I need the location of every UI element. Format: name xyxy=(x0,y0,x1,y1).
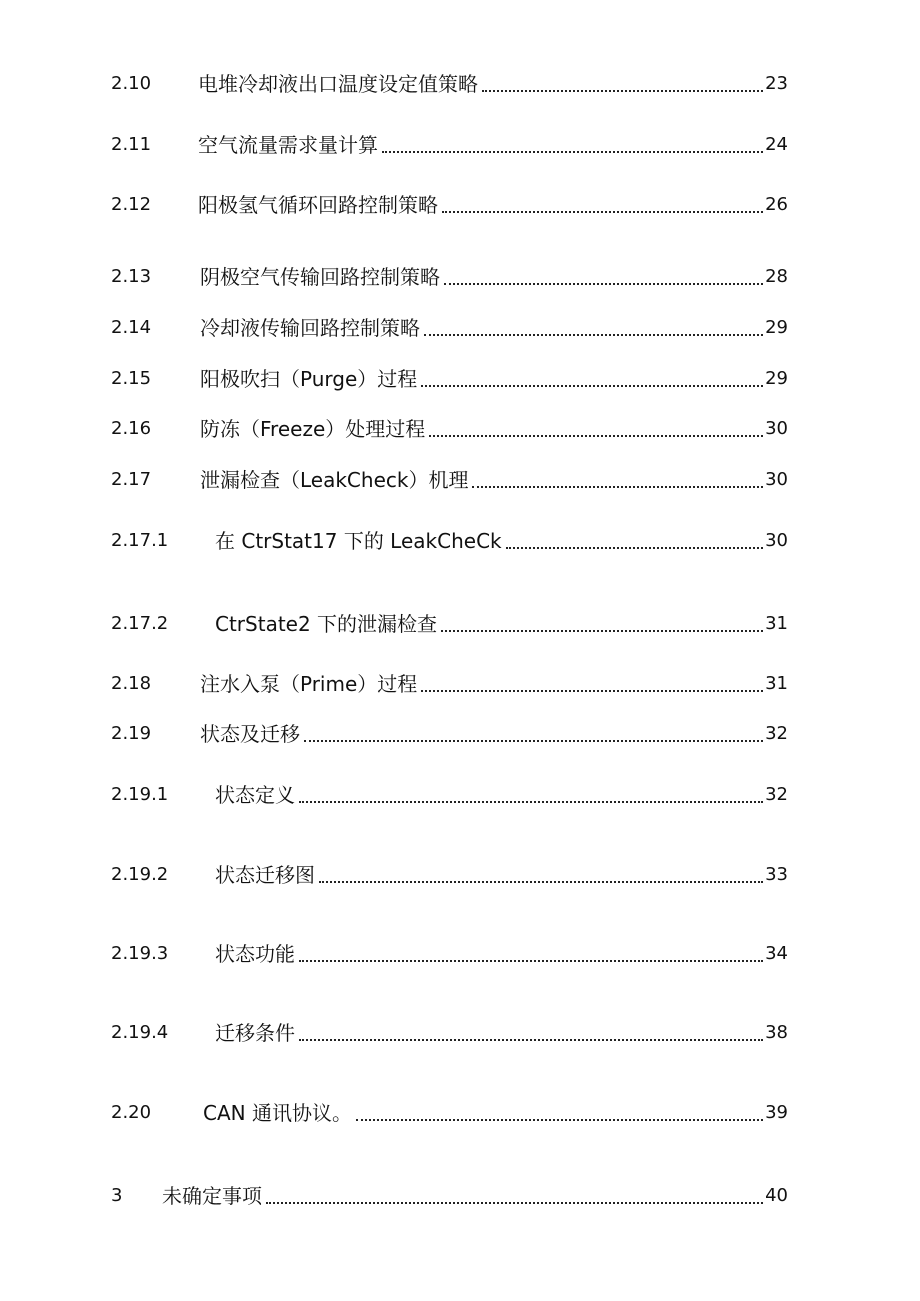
toc-entry-page: 29 xyxy=(765,368,788,389)
toc-entry-line xyxy=(200,314,788,342)
toc-entry-2-19-2[interactable] xyxy=(0,861,920,889)
toc-entry-number: 2.19.2 xyxy=(111,864,169,885)
toc-entry-line xyxy=(198,70,788,98)
toc-entry-2-19[interactable] xyxy=(0,720,920,748)
dot-leader xyxy=(506,547,763,549)
toc-entry-line xyxy=(200,263,788,291)
toc-entry-number: 2.11 xyxy=(111,134,152,155)
toc-entry-page: 32 xyxy=(765,723,788,744)
toc-entry-2-18[interactable] xyxy=(0,670,920,698)
dot-leader xyxy=(356,1119,763,1121)
toc-entry-line xyxy=(198,131,788,159)
toc-entry-title: 阳极氢气循环回路控制策略 xyxy=(198,193,438,217)
toc-entry-line xyxy=(215,781,788,809)
toc-entry-line xyxy=(203,1099,788,1127)
toc-entry-title: 防冻（Freeze）处理过程 xyxy=(200,417,426,441)
toc-entry-title: 未确定事项 xyxy=(162,1184,262,1208)
toc-entry-title: 电堆冷却液出口温度设定值策略 xyxy=(198,72,478,96)
toc-entry-2-17[interactable] xyxy=(0,466,920,494)
toc-entry-page: 29 xyxy=(765,317,788,338)
dot-leader xyxy=(299,1039,763,1041)
toc-entry-2-11[interactable] xyxy=(0,131,920,159)
toc-entry-line xyxy=(162,1182,788,1210)
dot-leader xyxy=(444,283,763,285)
toc-entry-page: 39 xyxy=(765,1102,788,1123)
toc-entry-number: 2.19.3 xyxy=(111,943,169,964)
dot-leader xyxy=(482,90,763,92)
toc-entry-line xyxy=(198,191,788,219)
toc-entry-line xyxy=(215,861,788,889)
toc-entry-number: 2.18 xyxy=(111,673,152,694)
toc-entry-line xyxy=(200,466,788,494)
toc-entry-page: 34 xyxy=(765,943,788,964)
toc-entry-title: 状态功能 xyxy=(215,942,295,966)
dot-leader xyxy=(304,740,763,742)
toc-entry-page: 32 xyxy=(765,784,788,805)
toc-entry-title: 状态定义 xyxy=(215,783,295,807)
toc-entry-number: 2.15 xyxy=(111,368,152,389)
toc-entry-line xyxy=(215,527,788,555)
toc-entry-line xyxy=(215,610,788,638)
toc-entry-line xyxy=(215,1019,788,1047)
toc-entry-2-14[interactable] xyxy=(0,314,920,342)
toc-entry-title: 空气流量需求量计算 xyxy=(198,133,378,157)
toc-entry-page: 31 xyxy=(765,673,788,694)
toc-entry-number: 2.19 xyxy=(111,723,152,744)
dot-leader xyxy=(429,435,763,437)
toc-entry-line xyxy=(200,365,788,393)
toc-entry-number: 2.17.1 xyxy=(111,530,169,551)
toc-entry-title: CtrState2 下的泄漏检查 xyxy=(215,612,438,636)
toc-entry-line xyxy=(215,940,788,968)
toc-entry-page: 40 xyxy=(765,1185,788,1206)
dot-leader xyxy=(319,881,763,883)
toc-entry-number: 2.19.4 xyxy=(111,1022,169,1043)
toc-entry-title: 阴极空气传输回路控制策略 xyxy=(200,265,440,289)
toc-entry-page: 28 xyxy=(765,266,788,287)
toc-entry-title: CAN 通讯协议。 xyxy=(203,1101,352,1125)
dot-leader xyxy=(421,385,763,387)
dot-leader xyxy=(421,690,763,692)
dot-leader xyxy=(424,334,763,336)
toc-entry-title: 阳极吹扫（Purge）过程 xyxy=(200,367,418,391)
toc-entry-line xyxy=(200,670,788,698)
dot-leader xyxy=(472,486,763,488)
toc-entry-title: 迁移条件 xyxy=(215,1021,295,1045)
toc-entry-page: 38 xyxy=(765,1022,788,1043)
toc-entry-page: 30 xyxy=(765,530,788,551)
dot-leader xyxy=(299,960,763,962)
toc-entry-3[interactable] xyxy=(0,1182,920,1210)
toc-entry-number: 2.20 xyxy=(111,1102,152,1123)
toc-entry-2-15[interactable] xyxy=(0,365,920,393)
toc-entry-number: 2.19.1 xyxy=(111,784,169,805)
toc-entry-title: 状态迁移图 xyxy=(215,863,315,887)
toc-entry-title: 状态及迁移 xyxy=(200,722,300,746)
toc-entry-2-19-4[interactable] xyxy=(0,1019,920,1047)
toc-entry-number: 2.14 xyxy=(111,317,152,338)
toc-entry-2-17-2[interactable] xyxy=(0,610,920,638)
toc-entry-number: 2.17 xyxy=(111,469,152,490)
toc-entry-page: 30 xyxy=(765,418,788,439)
toc-entry-2-16[interactable] xyxy=(0,415,920,443)
toc-entry-title: 注水入泵（Prime）过程 xyxy=(200,672,418,696)
toc-entry-page: 26 xyxy=(765,194,788,215)
toc-entry-2-13[interactable] xyxy=(0,263,920,291)
toc-entry-page: 30 xyxy=(765,469,788,490)
toc-entry-line xyxy=(200,720,788,748)
toc-entry-page: 31 xyxy=(765,613,788,634)
toc-entry-2-20[interactable] xyxy=(0,1099,920,1127)
toc-entry-page: 23 xyxy=(765,73,788,94)
toc-entry-2-17-1[interactable] xyxy=(0,527,920,555)
toc-entry-number: 3 xyxy=(111,1185,123,1206)
toc-entry-title: 在 CtrStat17 下的 LeakCheCk xyxy=(215,529,502,553)
toc-entry-2-10[interactable] xyxy=(0,70,920,98)
toc-entry-page: 33 xyxy=(765,864,788,885)
dot-leader xyxy=(441,630,763,632)
toc-entry-line xyxy=(200,415,788,443)
toc-entry-title: 冷却液传输回路控制策略 xyxy=(200,316,420,340)
dot-leader xyxy=(382,151,763,153)
toc-entry-number: 2.10 xyxy=(111,73,152,94)
toc-entry-title: 泄漏检查（LeakCheck）机理 xyxy=(200,468,469,492)
toc-entry-number: 2.16 xyxy=(111,418,152,439)
toc-entry-number: 2.17.2 xyxy=(111,613,169,634)
toc-entry-page: 24 xyxy=(765,134,788,155)
toc-entry-2-12[interactable] xyxy=(0,191,920,219)
toc-entry-2-19-1[interactable] xyxy=(0,781,920,809)
dot-leader xyxy=(442,211,763,213)
toc-entry-2-19-3[interactable] xyxy=(0,940,920,968)
dot-leader xyxy=(299,801,763,803)
toc-entry-number: 2.13 xyxy=(111,266,152,287)
toc-entry-number: 2.12 xyxy=(111,194,152,215)
dot-leader xyxy=(266,1202,763,1204)
